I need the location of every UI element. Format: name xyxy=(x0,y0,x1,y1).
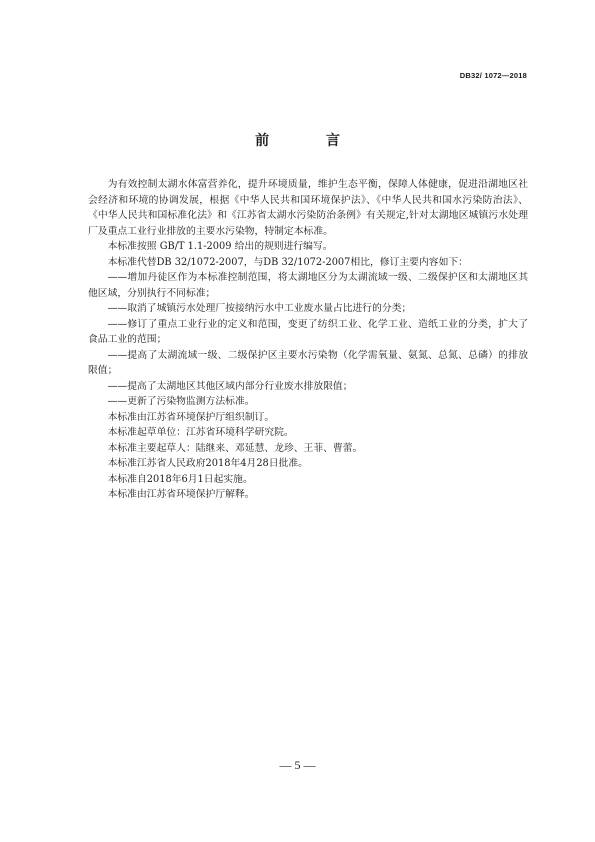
revision-item: ——提高了太湖地区其他区域内部分行业废水排放限值； xyxy=(107,380,353,392)
paragraph-purpose: 为有效控制太湖水体富营养化，提升环境质量，维护生态平衡，保障人体健康，促进沿湖地区社会经济和环境的协调发展，根据《中华人民共和国环境保护法》、《中华人民共和国水污染防治法》、《中华人民共和国标准化法》和《江苏省太湖水污染防治条例》有关规定,针对太湖地区城镇污水处理厂及重点工业行业排放的主要水污染物，特制定本标准。 xyxy=(88,179,528,237)
page-number: — 5 — xyxy=(279,758,316,772)
paragraph-interpretation: 本标准由江苏省环境保护厅解释。 xyxy=(107,489,255,500)
document-code: DB32/ 1072—2018 xyxy=(459,71,527,80)
paragraph-drafters: 本标准主要起草人：陆继来、邓延慧、龙珍、王菲、曹蕾。 xyxy=(107,442,363,454)
revision-item: ——取消了城镇污水处理厂按接纳污水中工业废水量占比进行的分类； xyxy=(107,303,412,314)
paragraph-approval: 本标准江苏省人民政府2018年4月28日批准。 xyxy=(107,458,308,469)
page-title: 前 言 xyxy=(255,133,366,149)
paragraph-replacement: 本标准代替DB 32/1072-2007，与DB 32/1072-2007相比，修订主要内容如下： xyxy=(107,256,468,268)
paragraph-organizer: 本标准由江苏省环境保护厅组织制订。 xyxy=(107,411,275,423)
revision-item: ——修订了重点工业行业的定义和范围，变更了纺织工业、化学工业、造纸工业的分类，扩大了食品工业的范围； xyxy=(88,318,528,345)
revision-item: ——更新了污染物监测方法标准。 xyxy=(107,396,255,407)
paragraph-drafting-unit: 本标准起草单位：江苏省环境科学研究院。 xyxy=(107,427,294,438)
paragraph-effective-date: 本标准自2018年6月1日起实施。 xyxy=(107,473,253,485)
revision-item: ——增加丹徒区作为本标准控制范围，将太湖地区分为太湖流域一级、二级保护区和太湖地区其他区域，分别执行不同标准； xyxy=(88,272,528,299)
paragraph-drafting-rules: 本标准按照 GB/T 1.1-2009 给出的规则进行编写。 xyxy=(107,241,333,252)
foreword-body xyxy=(88,177,528,503)
revision-item: ——提高了太湖流域一级、二级保护区主要水污染物（化学需氧量、氨氮、总氮、总磷）的排放限值； xyxy=(88,349,528,376)
